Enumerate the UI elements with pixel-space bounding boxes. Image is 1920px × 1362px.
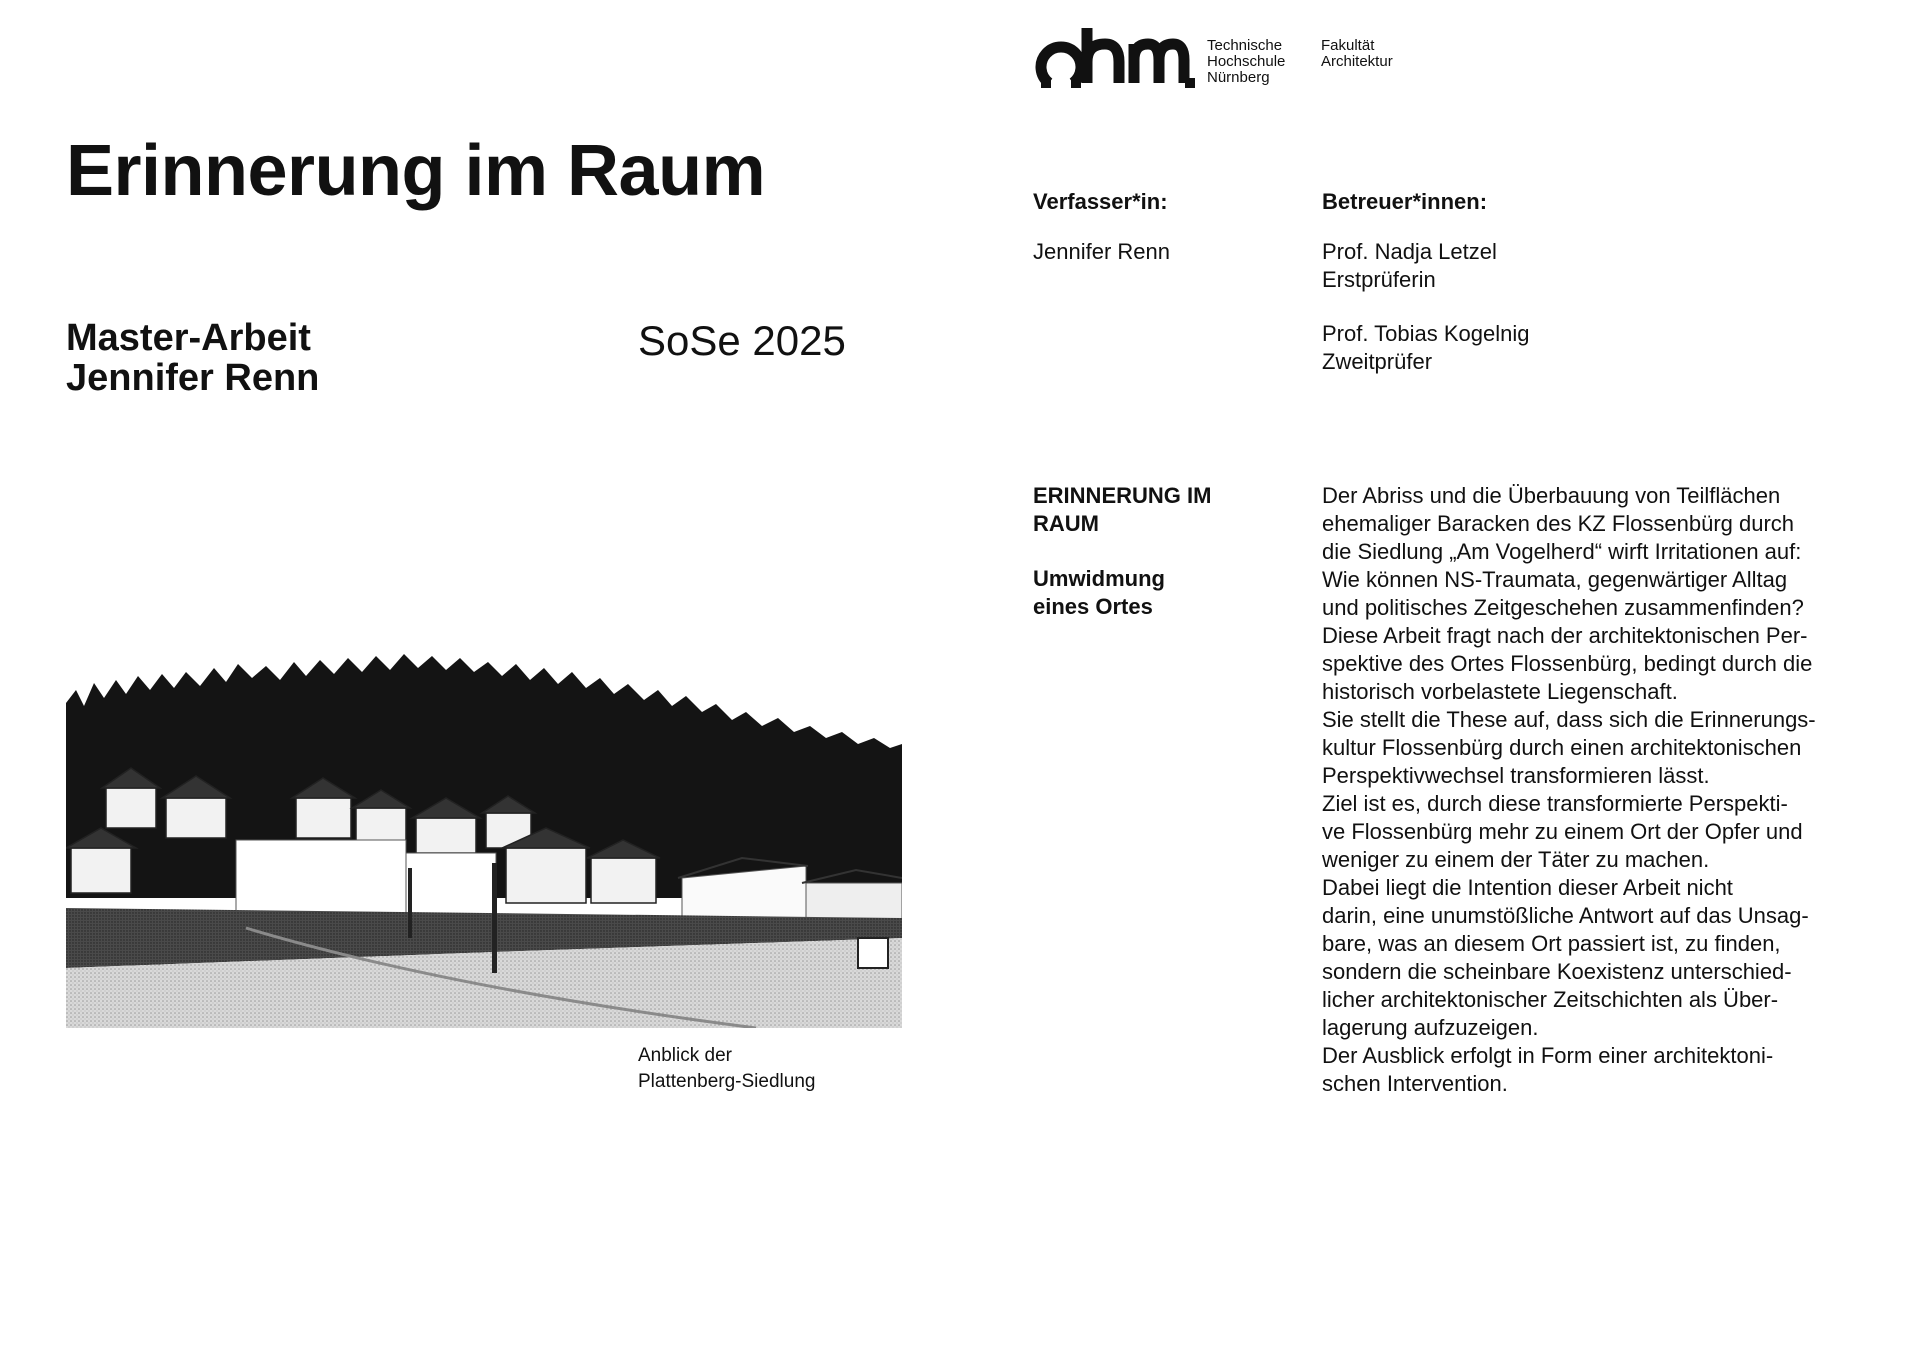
abstract-line: Ziel ist es, durch diese transformierte Perspekti- <box>1322 791 1788 816</box>
caption-line: Anblick der <box>638 1045 732 1066</box>
abstract-line: Wie können NS-Traumata, gegenwärtiger Alltag <box>1322 567 1788 592</box>
settlement-photo <box>66 468 902 1028</box>
faculty-line: Fakultät <box>1321 37 1375 54</box>
supervisor-role: Zweitprüfer <box>1322 349 1433 374</box>
abstract-line: darin, eine unumstößliche Antwort auf das Unsag- <box>1322 903 1809 928</box>
thesis-type: Master-Arbeit <box>66 317 311 359</box>
supervisor-name: Prof. Nadja Letzel <box>1322 239 1497 264</box>
author-heading: Verfasser*in: <box>1033 189 1168 214</box>
semester-label: SoSe 2025 <box>638 317 846 364</box>
page-title: Erinnerung im Raum <box>66 131 766 211</box>
supervisors-heading: Betreuer*innen: <box>1322 189 1488 214</box>
abstract-line: spektive des Ortes Flossenbürg, bedingt durch die <box>1322 651 1813 676</box>
institution-line: Hochschule <box>1207 53 1286 70</box>
abstract-line: kultur Flossenbürg durch einen architektonischen <box>1322 735 1802 760</box>
abstract-line: historisch vorbelastete Liegenschaft. <box>1322 679 1678 704</box>
lamp-post <box>408 868 412 938</box>
abstract-line: sondern die scheinbare Koexistenz unterschied- <box>1322 959 1792 984</box>
supervisor-role: Erstprüferin <box>1322 267 1436 292</box>
thesis-subtitle <box>66 318 319 398</box>
abstract-line: Der Abriss und die Überbauung von Teilflächen <box>1322 483 1781 508</box>
abstract-line: weniger zu einem der Täter zu machen. <box>1322 847 1710 872</box>
abstract-line: ve Flossenbürg mehr zu einem Ort der Opfer und <box>1322 819 1803 844</box>
faculty-name <box>1321 38 1393 70</box>
project-title-line: RAUM <box>1033 511 1099 536</box>
ohm-logo <box>1035 22 1195 88</box>
project-subtitle-line: Umwidmung <box>1033 566 1165 591</box>
abstract-line: Diese Arbeit fragt nach der architektonischen Per- <box>1322 623 1808 648</box>
abstract-line: Sie stellt die These auf, dass sich die Erinnerungs- <box>1322 707 1816 732</box>
project-title <box>1033 482 1263 538</box>
abstract-line: ehemaliger Baracken des KZ Flossenbürg durch <box>1322 511 1795 536</box>
abstract-line: lagerung aufzuzeigen. <box>1322 1015 1539 1040</box>
project-title-line: ERINNERUNG IM <box>1033 483 1212 508</box>
abstract-line: die Siedlung „Am Vogelherd“ wirft Irritationen auf: <box>1322 539 1802 564</box>
institution-line: Technische <box>1207 37 1283 54</box>
project-subtitle-line: eines Ortes <box>1033 594 1153 619</box>
abstract-line: schen Intervention. <box>1322 1071 1508 1096</box>
supervisor-entry <box>1322 238 1497 294</box>
abstract-line: Der Ausblick erfolgt in Form einer architektoni- <box>1322 1043 1774 1068</box>
abstract-line: licher architektonischer Zeitschichten als Über- <box>1322 987 1779 1012</box>
abstract-text <box>1322 482 1882 1098</box>
caption-line: Plattenberg-Siedlung <box>638 1071 816 1092</box>
abstract-line: und politisches Zeitgeschehen zusammenfinden? <box>1322 595 1804 620</box>
lamp-post <box>492 863 497 973</box>
supervisor-name: Prof. Tobias Kogelnig <box>1322 321 1530 346</box>
thesis-author: Jennifer Renn <box>66 357 320 399</box>
sign-board <box>858 938 888 968</box>
abstract-line: Dabei liegt die Intention dieser Arbeit nicht <box>1322 875 1733 900</box>
abstract-line: bare, was an diesem Ort passiert ist, zu finden, <box>1322 931 1781 956</box>
abstract-line: Perspektivwechsel transformieren lässt. <box>1322 763 1710 788</box>
project-subtitle <box>1033 565 1263 621</box>
author-name: Jennifer Renn <box>1033 239 1170 264</box>
faculty-line: Architektur <box>1321 53 1393 70</box>
supervisor-entry <box>1322 320 1530 376</box>
institution-name <box>1207 38 1285 86</box>
institution-line: Nürnberg <box>1207 69 1270 86</box>
photo-caption <box>638 1043 815 1095</box>
